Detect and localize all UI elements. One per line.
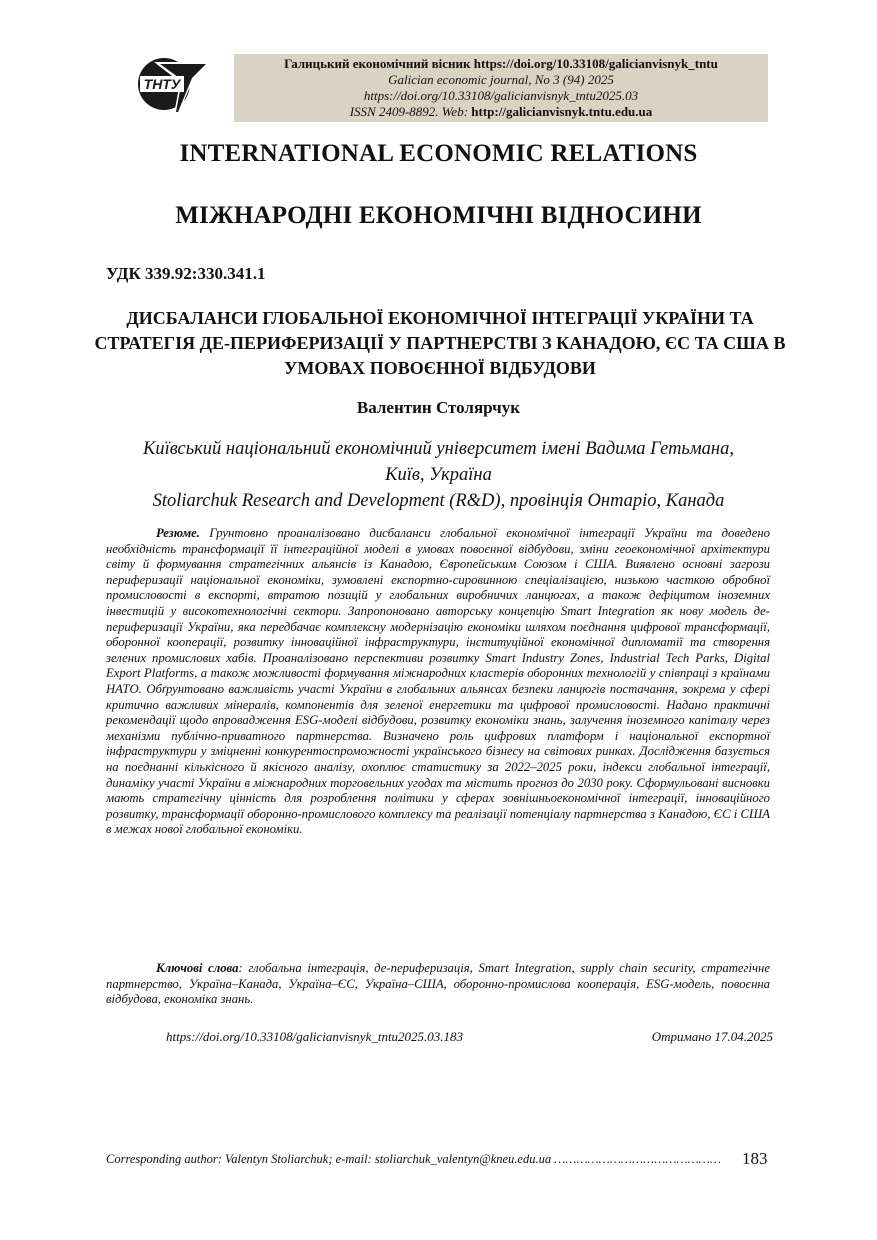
logo-text: ТНТУ bbox=[143, 76, 181, 92]
article-doi-link[interactable]: https://doi.org/10.33108/galicianvisnyk_tntu2025.03.183 bbox=[166, 1029, 464, 1044]
journal-header bbox=[234, 54, 768, 122]
author-name: Валентин Столярчук bbox=[356, 398, 521, 417]
affiliation-line2: Київ, Україна bbox=[385, 465, 492, 485]
keywords-text: : глобальна інтеграція, де-периферизація, Smart Integration, supply chain security, стратегічне партнерство, Україна–Канада, Україна–ЄС, Україна–США, оборонно-промислова кооперація, ESG-модель, повоєнна відбудова, економіка знань. bbox=[106, 961, 770, 1007]
journal-web-link[interactable]: http://galicianvisnyk.tntu.edu.ua bbox=[471, 104, 653, 119]
abstract bbox=[106, 526, 770, 838]
page-number: 183 bbox=[742, 1149, 768, 1168]
corresponding-author-footer: Corresponding author: Valentyn Stoliarchuk; e-mail: stoliarchuk_valentyn@kneu.edu.ua ……………………………………… bbox=[106, 1152, 721, 1166]
journal-header-line2: Galician economic journal, No 3 (94) 2025 bbox=[388, 72, 614, 87]
received-date: Отримано 17.04.2025 bbox=[651, 1029, 773, 1044]
rubric-english: INTERNATIONAL ECONOMIC RELATIONS bbox=[179, 140, 698, 167]
keywords bbox=[106, 961, 770, 1008]
rubric-ukrainian: МІЖНАРОДНІ ЕКОНОМІЧНІ ВІДНОСИНИ bbox=[175, 202, 702, 229]
affiliation bbox=[0, 436, 877, 514]
affiliation-line1: Київський національний економічний університет імені Вадима Гетьмана, bbox=[143, 439, 734, 459]
affiliation-line3: Stoliarchuk Research and Development (R&D), провінція Онтаріо, Канада bbox=[152, 491, 725, 511]
article-title: ДИСБАЛАНСИ ГЛОБАЛЬНОЇ ЕКОНОМІЧНОЇ ІНТЕГРАЦІЇ УКРАЇНИ ТА СТРАТЕГІЯ ДЕ-ПЕРИФЕРИЗАЦІЇ У ПАРТНЕРСТВІ З КАНАДОЮ, ЄС ТА США В УМОВАХ ПОВОЄННОЇ ВІДБУДОВИ bbox=[94, 308, 786, 378]
journal-header-line4 bbox=[234, 104, 768, 120]
journal-header-line1: Галицький економічний вісник https://doi.org/10.33108/galicianvisnyk_tntu bbox=[284, 56, 718, 71]
issn-text: ISSN 2409-8892. Web: bbox=[349, 104, 469, 119]
keywords-label: Ключові слова bbox=[156, 961, 239, 975]
abstract-label: Резюме. bbox=[156, 526, 200, 540]
udk-code: УДК 339.92:330.341.1 bbox=[106, 264, 266, 283]
tntu-logo bbox=[134, 48, 208, 114]
journal-header-line3: https://doi.org/10.33108/galicianvisnyk_tntu2025.03 bbox=[363, 88, 639, 103]
abstract-text: Грунтовно проаналізовано дисбаланси глобальної економічної інтеграції України та доведено необхідність трансформації її інтеграційної моделі в умовах повоєнної відбудови, зміни геоекономічної архітектури світу й формування стратегічних альянсів із Канадою, Європейським Союзом і США. Виявлено основні загрози периферизації національної економіки, зумовлені експортно-сировинною спеціалізацією, низькою часткою обробної промисловості в експорті, втратою позицій у глобальних виробничих ланцюгах, а також дефіцитом іноземних інвестицій у високотехнологічні сектори. Запропоновано авторську концепцію Smart Integration як нову модель де-периферизації України, яка передбачає комплексну модернізацію економіки шляхом поєднання цифрової трансформації, оборонної кооперації, розвитку інноваційної інфраструктури, інституційної економічної дипломатії та створення зелених промислових хабів. Проаналізовано перспективи розвитку Smart Industry Zones, Industrial Tech Parks, Digital Export Platforms, а також можливості формування міжнародних кластерів оборонних технологій у співпраці з країнами НАТО. Обґрунтовано важливість участі України в глобальних альянсах безпеки ланцюгів постачання, зокрема у сфері критично важливих мінералів, компонентів для зеленої енергетики та цифрової промисловості. Надано практичні рекомендації щодо впровадження ESG-моделі відбудови, розвитку економіки знань, залучення іноземного капіталу через механізми публічно-приватного партнерства. Визначено роль цифрових платформ і національної експортної інфраструктури у зміцненні конкурентоспроможності українського бізнесу на світових ринках. Дослідження базується на поєднанні кількісного й якісного аналізу, охоплює статистику за 2022–2025 роки, індекси глобальної інтеграції, динаміку участі України в міжнародних торговельних угодах та містить прогноз до 2030 року. Сформульовані висновки мають стратегічну цінність для розроблення політики у сферах зовнішньоекономічної інтеграції, інноваційного розвитку, трансформації оборонно-промислового комплексу та реалізації потенціалу партнерства з Канадою, ЄС і США в межах нової глобальної економіки. bbox=[106, 526, 771, 837]
